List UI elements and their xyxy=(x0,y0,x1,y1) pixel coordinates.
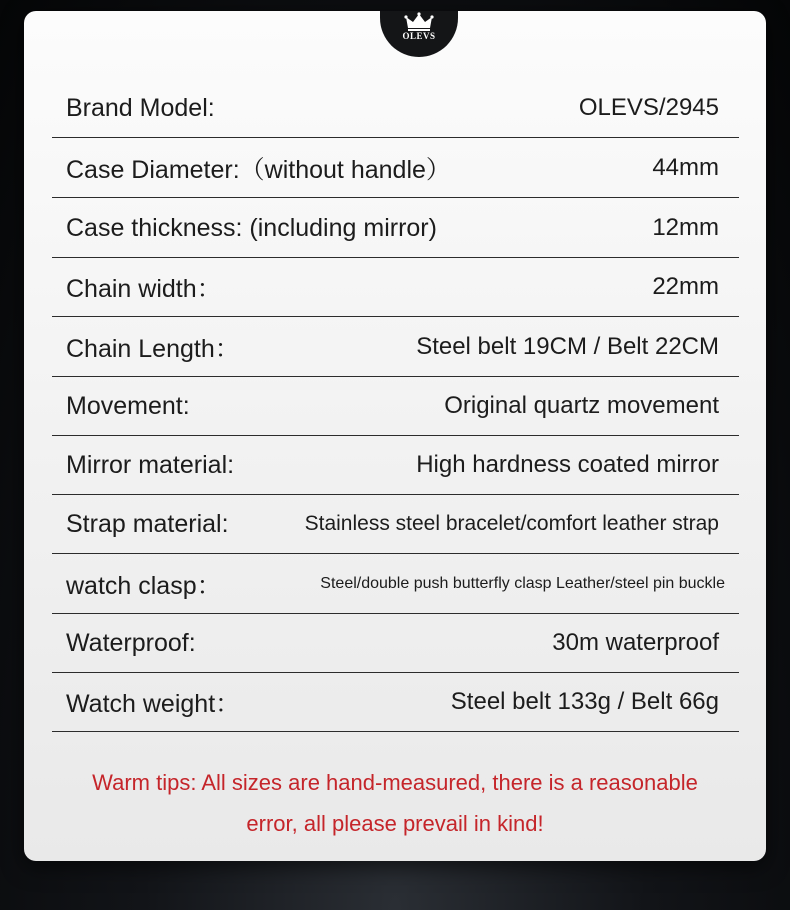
spec-label: Case thickness: (including mirror) xyxy=(66,213,437,242)
spec-label: Watch weight： xyxy=(66,690,241,718)
spec-label: Movement: xyxy=(66,391,190,420)
spec-row-movement xyxy=(52,377,739,436)
spec-label: Case Diameter:（without handle） xyxy=(66,156,451,184)
warm-tips xyxy=(24,762,766,844)
spec-value: Steel belt 133g / Belt 66g xyxy=(450,688,719,715)
brand-logo-text: OLEVS xyxy=(402,31,436,41)
spec-label: Waterproof: xyxy=(66,628,196,657)
spec-value: 44mm xyxy=(652,154,719,181)
spec-label: Strap material: xyxy=(66,509,229,538)
spec-value: 12mm xyxy=(652,214,719,241)
spec-value: 22mm xyxy=(652,273,719,300)
spec-row-case-diameter xyxy=(52,139,739,198)
spec-row-brand-model xyxy=(52,79,739,138)
spec-row-watch-clasp xyxy=(52,555,739,614)
spec-row-strap-material xyxy=(52,495,739,554)
spec-row-waterproof xyxy=(52,614,739,673)
spec-value: Original quartz movement xyxy=(444,392,719,419)
warm-tips-line-2: error, all please prevail in kind! xyxy=(246,811,544,836)
spec-label: Mirror material: xyxy=(66,450,235,479)
spec-value: OLEVS/2945 xyxy=(578,94,719,121)
crown-icon xyxy=(404,12,434,32)
spec-label: watch clasp： xyxy=(66,572,222,600)
spec-value: High hardness coated mirror xyxy=(416,451,719,478)
spec-label: Chain width： xyxy=(66,275,222,303)
spec-row-chain-width xyxy=(52,258,739,317)
spec-value: 30m waterproof xyxy=(552,629,719,656)
spec-row-watch-weight xyxy=(52,673,739,732)
warm-tips-line-1: Warm tips: All sizes are hand-measured, there is a reasonable xyxy=(92,770,698,795)
spec-row-chain-length xyxy=(52,318,739,377)
spec-value: Stainless steel bracelet/comfort leather strap xyxy=(304,512,719,535)
spec-row-case-thickness xyxy=(52,199,739,258)
spec-label: Chain Length： xyxy=(66,335,240,363)
spec-label: Brand Model: xyxy=(66,93,215,122)
brand-logo-tab xyxy=(380,11,458,57)
spec-row-mirror-material xyxy=(52,436,739,495)
spec-value: Steel/double push butterfly clasp Leather/steel pin buckle xyxy=(320,575,725,592)
spec-value: Steel belt 19CM / Belt 22CM xyxy=(416,333,719,360)
